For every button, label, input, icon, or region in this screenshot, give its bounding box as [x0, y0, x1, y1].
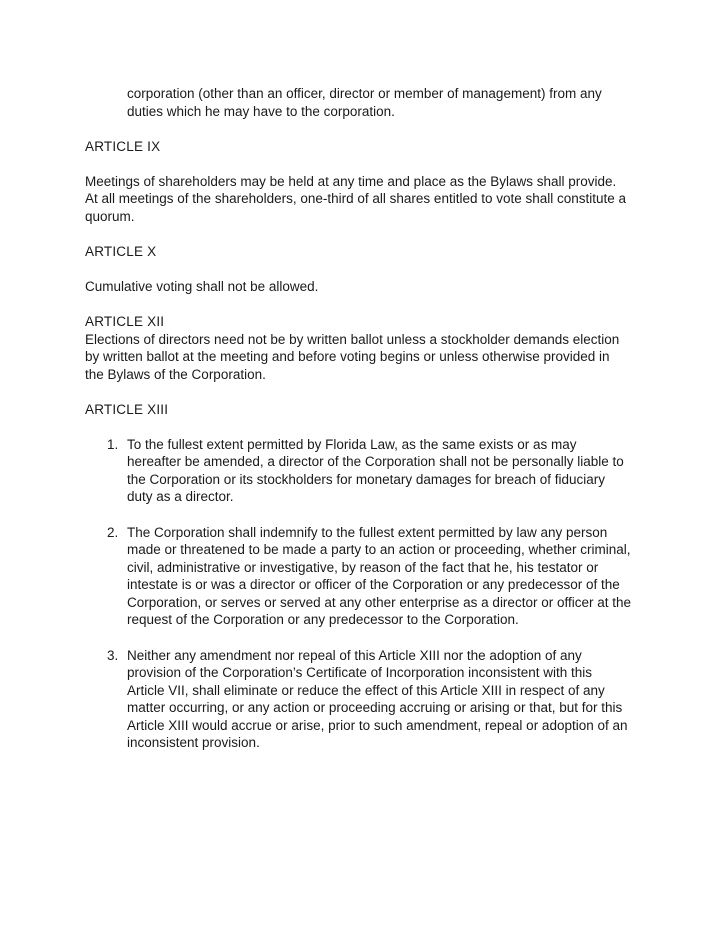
list-item	[85, 647, 632, 752]
list-item-number: 1.	[107, 436, 119, 452]
article-xiii-heading: ARTICLE XIII	[85, 402, 169, 417]
article-ix-body: Meetings of shareholders may be held at any time and place as the Bylaws shall provide. At all meetings of the shareholders, one-third of all shares entitled to vote shall constitute a quorum.	[85, 173, 627, 224]
article-x-heading: ARTICLE X	[85, 244, 157, 259]
list-item	[85, 436, 632, 506]
article-xii-heading: ARTICLE XII	[85, 314, 165, 329]
list-item-number: 3.	[107, 647, 119, 663]
list-item	[85, 524, 632, 629]
article-ix-heading: ARTICLE IX	[85, 139, 161, 154]
list-item-text: To the fullest extent permitted by Florida Law, as the same exists or as may hereafter be amended, a director of the Corporation shall not be personally liable to the Corporation or its stockholders for monetary damages for breach of fiduciary duty as a director.	[127, 436, 624, 504]
list-item-text: The Corporation shall indemnify to the fullest extent permitted by law any person made or threatened to be made a party to an action or proceeding, whether criminal, civil, administrative or investigative, by reason of the fact that he, his testator or intestate is or was a director or officer of the Corporation or any predecessor of the Corporation, or serves or served at any other enterprise as a director or officer at the request of the Corporation or any predecessor to the Corporation.	[127, 524, 631, 627]
article-xii-body: Elections of directors need not be by written ballot unless a stockholder demands election by written ballot at the meeting and before voting begins or unless otherwise provided in the Bylaws of the Corporation.	[85, 331, 620, 382]
article-x-body: Cumulative voting shall not be allowed.	[85, 278, 319, 294]
article-xiii-list	[85, 436, 632, 752]
list-item-number: 2.	[107, 524, 119, 540]
continuation-paragraph: corporation (other than an officer, director or member of management) from any duties which he may have to the corporation.	[127, 86, 602, 119]
list-item-text: Neither any amendment nor repeal of this Article XIII nor the adoption of any provision of the Corporation’s Certificate of Incorporation inconsistent with this Article VII, shall eliminate or reduce the effect of this Article XIII in respect of any matter occurring, or any action or proceeding accruing or arising or that, but for this Article XIII would accrue or arise, prior to such amendment, repeal or adoption of an inconsistent provision.	[127, 647, 628, 750]
